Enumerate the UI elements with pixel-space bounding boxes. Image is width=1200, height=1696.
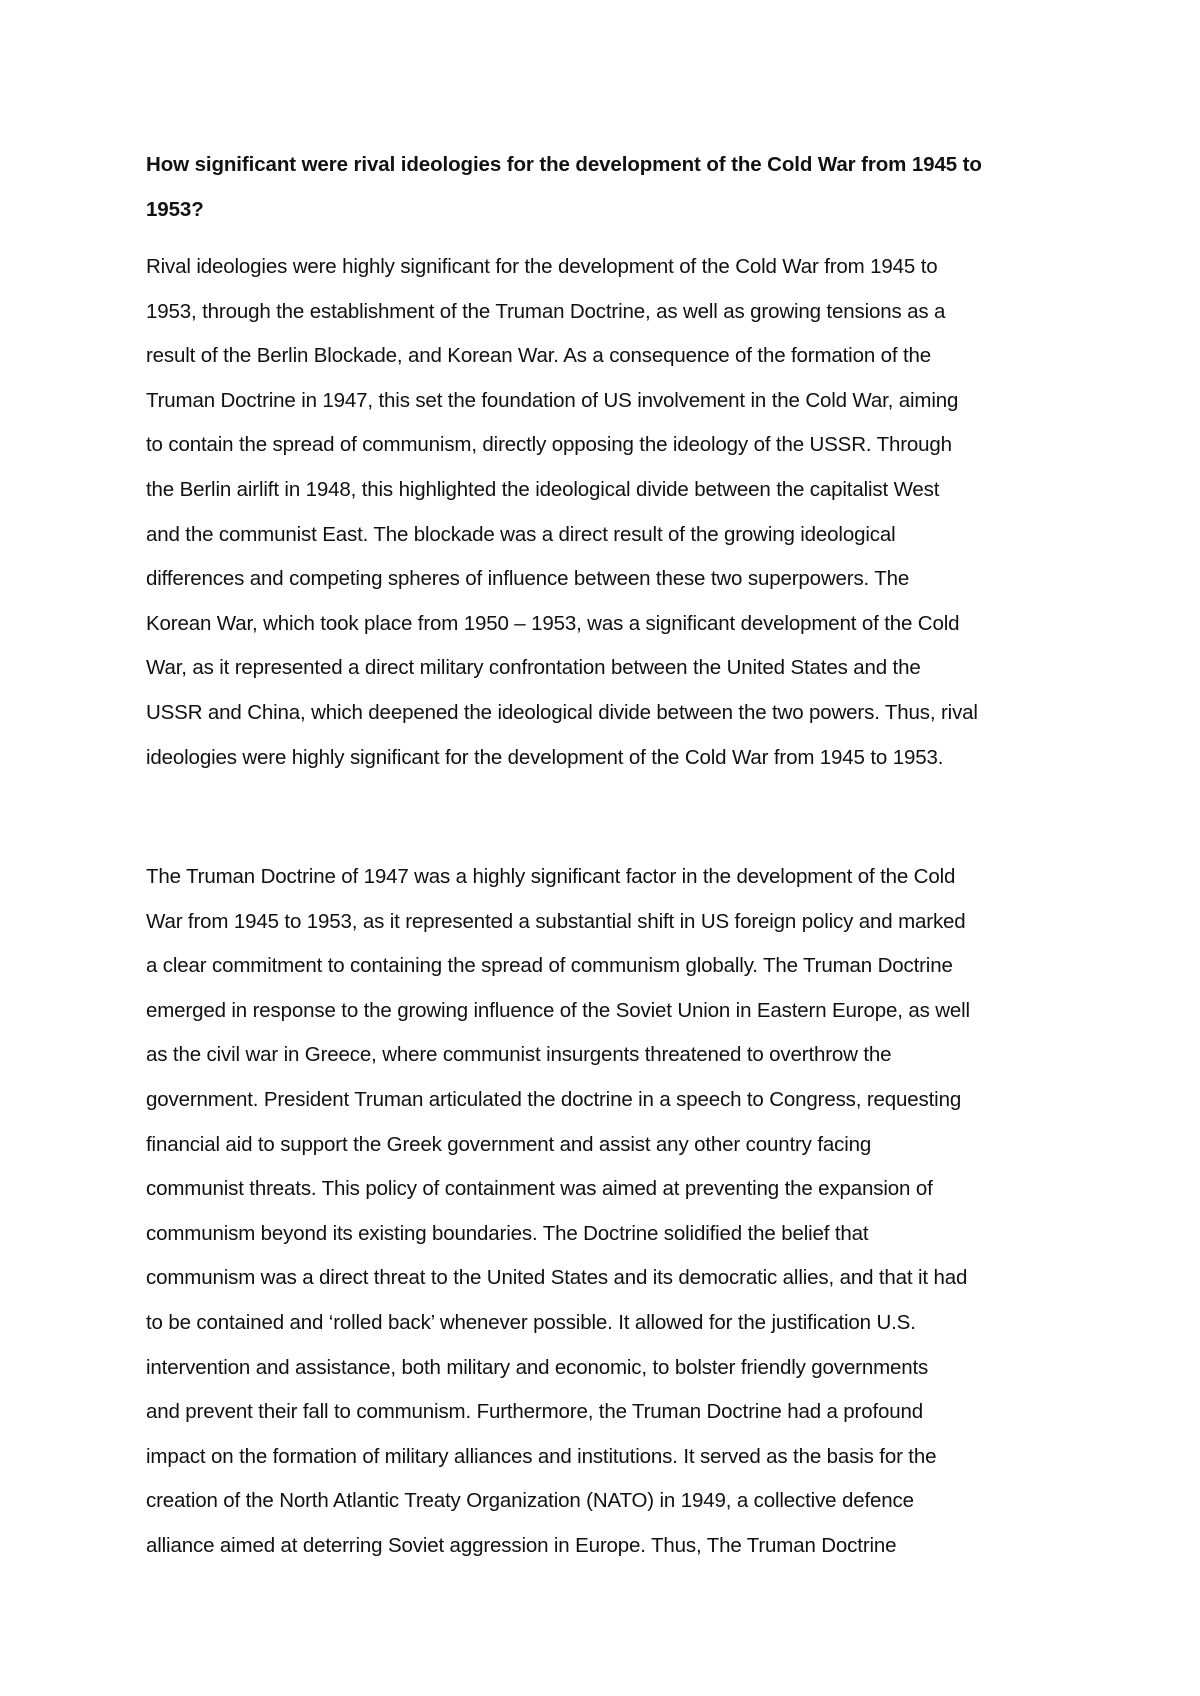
text-line: differences and competing spheres of influence between these two superpowers. The	[146, 567, 910, 591]
text-line: government. President Truman articulated the doctrine in a speech to Congress, requesting	[146, 1087, 962, 1111]
text-line: Korean War, which took place from 1950 – 1953, was a significant development of the Cold	[146, 611, 960, 635]
text-line: creation of the North Atlantic Treaty Organization (NATO) in 1949, a collective defence	[146, 1489, 914, 1513]
text-line: as the civil war in Greece, where communist insurgents threatened to overthrow the	[146, 1043, 892, 1067]
text-line: ideologies were highly significant for the development of the Cold War from 1945 to 1953.	[146, 745, 944, 769]
text-line: emerged in response to the growing influence of the Soviet Union in Eastern Europe, as well	[146, 998, 970, 1022]
text-line: The Truman Doctrine of 1947 was a highly significant factor in the development of the Cold	[146, 865, 956, 888]
text-line: to contain the spread of communism, directly opposing the ideology of the USSR. Through	[146, 433, 952, 457]
paragraph-introduction	[146, 245, 1071, 780]
essay-title	[146, 143, 1066, 232]
text-line: War from 1945 to 1953, as it represented a substantial shift in US foreign policy and marked	[146, 909, 966, 933]
essay-title-line: 1953?	[146, 197, 204, 221]
text-line: result of the Berlin Blockade, and Korean War. As a consequence of the formation of the	[146, 344, 932, 368]
text-line: the Berlin airlift in 1948, this highlighted the ideological divide between the capitalist West	[146, 477, 940, 501]
text-line: War, as it represented a direct military confrontation between the United States and the	[146, 656, 921, 680]
text-line: and the communist East. The blockade was a direct result of the growing ideological	[146, 522, 896, 546]
text-line: 1953, through the establishment of the Truman Doctrine, as well as growing tensions as a	[146, 299, 946, 323]
text-line: communism was a direct threat to the United States and its democratic allies, and that it had	[146, 1266, 968, 1290]
text-line: Truman Doctrine in 1947, this set the foundation of US involvement in the Cold War, aiming	[146, 388, 959, 412]
text-line: Rival ideologies were highly significant for the development of the Cold War from 1945 to	[146, 255, 938, 278]
text-line: USSR and China, which deepened the ideological divide between the two powers. Thus, rival	[146, 700, 978, 724]
text-line: a clear commitment to containing the spread of communism globally. The Truman Doctrine	[146, 954, 953, 978]
text-line: impact on the formation of military alliances and institutions. It served as the basis for the	[146, 1444, 937, 1468]
text-line: intervention and assistance, both military and economic, to bolster friendly governments	[146, 1355, 929, 1379]
text-line: communism beyond its existing boundaries. The Doctrine solidified the belief that	[146, 1221, 869, 1245]
paragraph-truman-doctrine	[146, 855, 1071, 1569]
essay-title-line: How significant were rival ideologies for the development of the Cold War from 1945 to	[146, 153, 982, 176]
text-line: alliance aimed at deterring Soviet aggression in Europe. Thus, The Truman Doctrine	[146, 1533, 897, 1557]
text-line: to be contained and ‘rolled back’ whenever possible. It allowed for the justification U.S.	[146, 1310, 916, 1334]
text-line: communist threats. This policy of containment was aimed at preventing the expansion of	[146, 1177, 933, 1201]
text-line: financial aid to support the Greek government and assist any other country facing	[146, 1132, 872, 1156]
text-line: and prevent their fall to communism. Furthermore, the Truman Doctrine had a profound	[146, 1400, 924, 1424]
